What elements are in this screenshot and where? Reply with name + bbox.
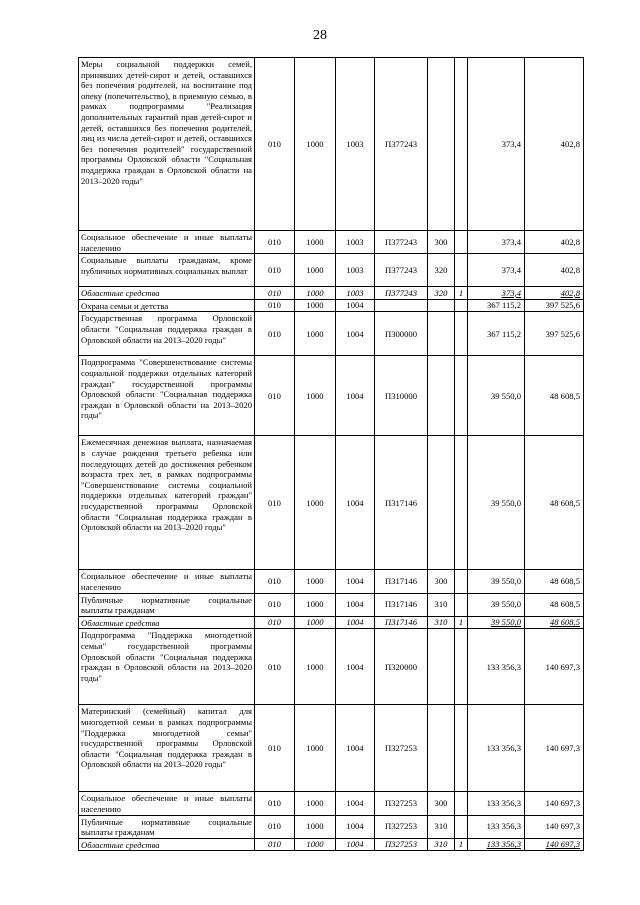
table-row	[79, 287, 584, 300]
admin-code: 010	[255, 570, 295, 593]
admin-code: 010	[255, 287, 295, 300]
amount-2019: 133 356,3	[468, 792, 525, 815]
amount-2020: 402,8	[525, 287, 584, 300]
amount-2019: 39 550,0	[468, 436, 525, 570]
amount-2020: 140 697,3	[525, 838, 584, 851]
section-code: 1000	[295, 436, 336, 570]
section-code: 1000	[295, 299, 336, 312]
admin-code: 010	[255, 629, 295, 705]
section-code: 1000	[295, 629, 336, 705]
expense-type-code: 300	[428, 792, 455, 815]
section-code: 1000	[295, 705, 336, 792]
subsection-code: 1004	[336, 312, 375, 356]
target-article-code: П377243	[375, 287, 428, 300]
funding-mark	[455, 356, 468, 436]
target-article-code: П327253	[375, 705, 428, 792]
amount-2019: 39 550,0	[468, 570, 525, 593]
admin-code: 010	[255, 356, 295, 436]
section-code: 1000	[295, 616, 336, 629]
table-row	[79, 629, 584, 705]
amount-2020: 48 608,5	[525, 593, 584, 616]
target-article-code: П327253	[375, 792, 428, 815]
amount-2020: 402,8	[525, 58, 584, 231]
expense-type-code: 310	[428, 815, 455, 838]
admin-code: 010	[255, 312, 295, 356]
expense-type-code: 310	[428, 616, 455, 629]
funding-mark	[455, 792, 468, 815]
target-article-code: П317146	[375, 616, 428, 629]
target-article-code: П327253	[375, 815, 428, 838]
expense-type-code: 320	[428, 254, 455, 287]
funding-mark	[455, 254, 468, 287]
expense-type-code	[428, 356, 455, 436]
amount-2019: 133 356,3	[468, 838, 525, 851]
funding-mark	[455, 705, 468, 792]
funding-mark	[455, 312, 468, 356]
amount-2019: 373,4	[468, 58, 525, 231]
amount-2020: 140 697,3	[525, 705, 584, 792]
subsection-code: 1004	[336, 616, 375, 629]
table-row	[79, 356, 584, 436]
amount-2020: 48 608,5	[525, 570, 584, 593]
amount-2020: 140 697,3	[525, 792, 584, 815]
target-article-code: П317146	[375, 436, 428, 570]
amount-2019: 373,4	[468, 287, 525, 300]
row-name: Публичные нормативные социальные выплаты гражданам	[79, 815, 255, 838]
table-row	[79, 616, 584, 629]
funding-mark	[455, 570, 468, 593]
target-article-code: П300000	[375, 312, 428, 356]
subsection-code: 1003	[336, 58, 375, 231]
amount-2019: 39 550,0	[468, 593, 525, 616]
expense-type-code: 310	[428, 593, 455, 616]
section-code: 1000	[295, 287, 336, 300]
expense-type-code: 320	[428, 287, 455, 300]
amount-2019: 367 115,2	[468, 312, 525, 356]
section-code: 1000	[295, 312, 336, 356]
expense-type-code	[428, 299, 455, 312]
expense-type-code	[428, 58, 455, 231]
subsection-code: 1004	[336, 629, 375, 705]
table-row	[79, 436, 584, 570]
table-row	[79, 705, 584, 792]
amount-2020: 402,8	[525, 231, 584, 254]
amount-2019: 133 356,3	[468, 629, 525, 705]
row-name: Меры социальной поддержки семей, принявших детей-сирот и детей, оставшихся без попечения родителей, на воспитание под опеку (попечительство), в приемную семью, в рамках подпрограммы "Реализация дополнительных гарантий прав детей-сирот и детей, оставшихся без попечения родителей, лиц из числа детей-сирот и детей, оставшихся без попечения родителей" государственной программы Орловской области "Социальная поддержка граждан в Орловской области на 2013–2020 годы"	[79, 58, 255, 231]
amount-2020: 48 608,5	[525, 356, 584, 436]
expense-type-code	[428, 436, 455, 570]
target-article-code: П327253	[375, 838, 428, 851]
admin-code: 010	[255, 815, 295, 838]
table-row	[79, 312, 584, 356]
table-row	[79, 838, 584, 851]
target-article-code: П377243	[375, 231, 428, 254]
amount-2019: 39 550,0	[468, 616, 525, 629]
funding-mark: 1	[455, 616, 468, 629]
amount-2019: 39 550,0	[468, 356, 525, 436]
section-code: 1000	[295, 356, 336, 436]
admin-code: 010	[255, 792, 295, 815]
row-name: Социальное обеспечение и иные выплаты населению	[79, 231, 255, 254]
row-name: Ежемесячная денежная выплата, назначаемая в случае рождения третьего ребенка или последующих детей до достижения ребенком возраста трех лет, в рамках подпрограммы "Совершенствование системы социальной поддержки отдельных категорий граждан" государственной программы Орловской области "Социальная поддержка граждан в Орловской области на 2013–2020 годы"	[79, 436, 255, 570]
subsection-code: 1004	[336, 299, 375, 312]
section-code: 1000	[295, 231, 336, 254]
page-number: 28	[313, 28, 327, 43]
section-code: 1000	[295, 570, 336, 593]
row-name: Материнский (семейный) капитал для многодетной семьи в рамках подпрограммы "Поддержка многодетной семьи" государственной программы Орловской области "Социальная поддержка граждан в Орловской области на 2013–2020 годы"	[79, 705, 255, 792]
funding-mark	[455, 231, 468, 254]
admin-code: 010	[255, 254, 295, 287]
subsection-code: 1004	[336, 593, 375, 616]
expense-type-code: 300	[428, 231, 455, 254]
section-code: 1000	[295, 593, 336, 616]
target-article-code: П317146	[375, 593, 428, 616]
target-article-code: П317146	[375, 570, 428, 593]
table-row	[79, 593, 584, 616]
table-row	[79, 299, 584, 312]
budget-table	[78, 57, 584, 851]
row-name: Социальные выплаты гражданам, кроме публичных нормативных социальных выплат	[79, 254, 255, 287]
row-name: Социальное обеспечение и иные выплаты населению	[79, 570, 255, 593]
section-code: 1000	[295, 254, 336, 287]
amount-2020: 397 525,6	[525, 312, 584, 356]
target-article-code: П320000	[375, 629, 428, 705]
expense-type-code: 310	[428, 838, 455, 851]
amount-2020: 48 608,5	[525, 616, 584, 629]
subsection-code: 1004	[336, 792, 375, 815]
funding-mark: 1	[455, 838, 468, 851]
amount-2020: 140 697,3	[525, 629, 584, 705]
subsection-code: 1004	[336, 570, 375, 593]
funding-mark: 1	[455, 287, 468, 300]
row-name: Публичные нормативные социальные выплаты гражданам	[79, 593, 255, 616]
amount-2019: 373,4	[468, 231, 525, 254]
amount-2020: 140 697,3	[525, 815, 584, 838]
row-name: Подпрограмма "Поддержка многодетной семьи" государственной программы Орловской области "Социальная поддержка граждан в Орловской области на 2013–2020 годы"	[79, 629, 255, 705]
subsection-code: 1004	[336, 436, 375, 570]
target-article-code: П377243	[375, 254, 428, 287]
admin-code: 010	[255, 58, 295, 231]
amount-2020: 402,8	[525, 254, 584, 287]
subsection-code: 1004	[336, 705, 375, 792]
row-name: Областные средства	[79, 287, 255, 300]
expense-type-code	[428, 629, 455, 705]
table-row	[79, 231, 584, 254]
subsection-code: 1003	[336, 231, 375, 254]
amount-2019: 133 356,3	[468, 815, 525, 838]
funding-mark	[455, 815, 468, 838]
table-row	[79, 58, 584, 231]
section-code: 1000	[295, 58, 336, 231]
row-name: Подпрограмма "Совершенствование системы социальной поддержки отдельных категорий граждан" государственной программы Орловской области "Социальная поддержка граждан в Орловской области на 2013–2020 годы"	[79, 356, 255, 436]
subsection-code: 1004	[336, 838, 375, 851]
expense-type-code	[428, 705, 455, 792]
target-article-code: П310000	[375, 356, 428, 436]
subsection-code: 1004	[336, 815, 375, 838]
funding-mark	[455, 436, 468, 570]
admin-code: 010	[255, 231, 295, 254]
row-name: Областные средства	[79, 838, 255, 851]
row-name: Охрана семьи и детства	[79, 299, 255, 312]
table-row	[79, 570, 584, 593]
amount-2019: 373,4	[468, 254, 525, 287]
amount-2019: 367 115,2	[468, 299, 525, 312]
table-row	[79, 254, 584, 287]
row-name: Социальное обеспечение и иные выплаты населению	[79, 792, 255, 815]
table-row	[79, 792, 584, 815]
section-code: 1000	[295, 792, 336, 815]
amount-2019: 133 356,3	[468, 705, 525, 792]
amount-2020: 48 608,5	[525, 436, 584, 570]
funding-mark	[455, 629, 468, 705]
subsection-code: 1004	[336, 356, 375, 436]
budget-table-body	[79, 58, 584, 851]
table-row	[79, 815, 584, 838]
section-code: 1000	[295, 815, 336, 838]
expense-type-code: 300	[428, 570, 455, 593]
row-name: Государственная программа Орловской области "Социальная поддержка граждан в Орловской области на 2013–2020 годы"	[79, 312, 255, 356]
target-article-code: П377243	[375, 58, 428, 231]
amount-2020: 397 525,6	[525, 299, 584, 312]
target-article-code	[375, 299, 428, 312]
admin-code: 010	[255, 838, 295, 851]
funding-mark	[455, 299, 468, 312]
admin-code: 010	[255, 436, 295, 570]
admin-code: 010	[255, 616, 295, 629]
subsection-code: 1003	[336, 287, 375, 300]
subsection-code: 1003	[336, 254, 375, 287]
expense-type-code	[428, 312, 455, 356]
admin-code: 010	[255, 705, 295, 792]
funding-mark	[455, 58, 468, 231]
admin-code: 010	[255, 299, 295, 312]
admin-code: 010	[255, 593, 295, 616]
section-code: 1000	[295, 838, 336, 851]
funding-mark	[455, 593, 468, 616]
row-name: Областные средства	[79, 616, 255, 629]
